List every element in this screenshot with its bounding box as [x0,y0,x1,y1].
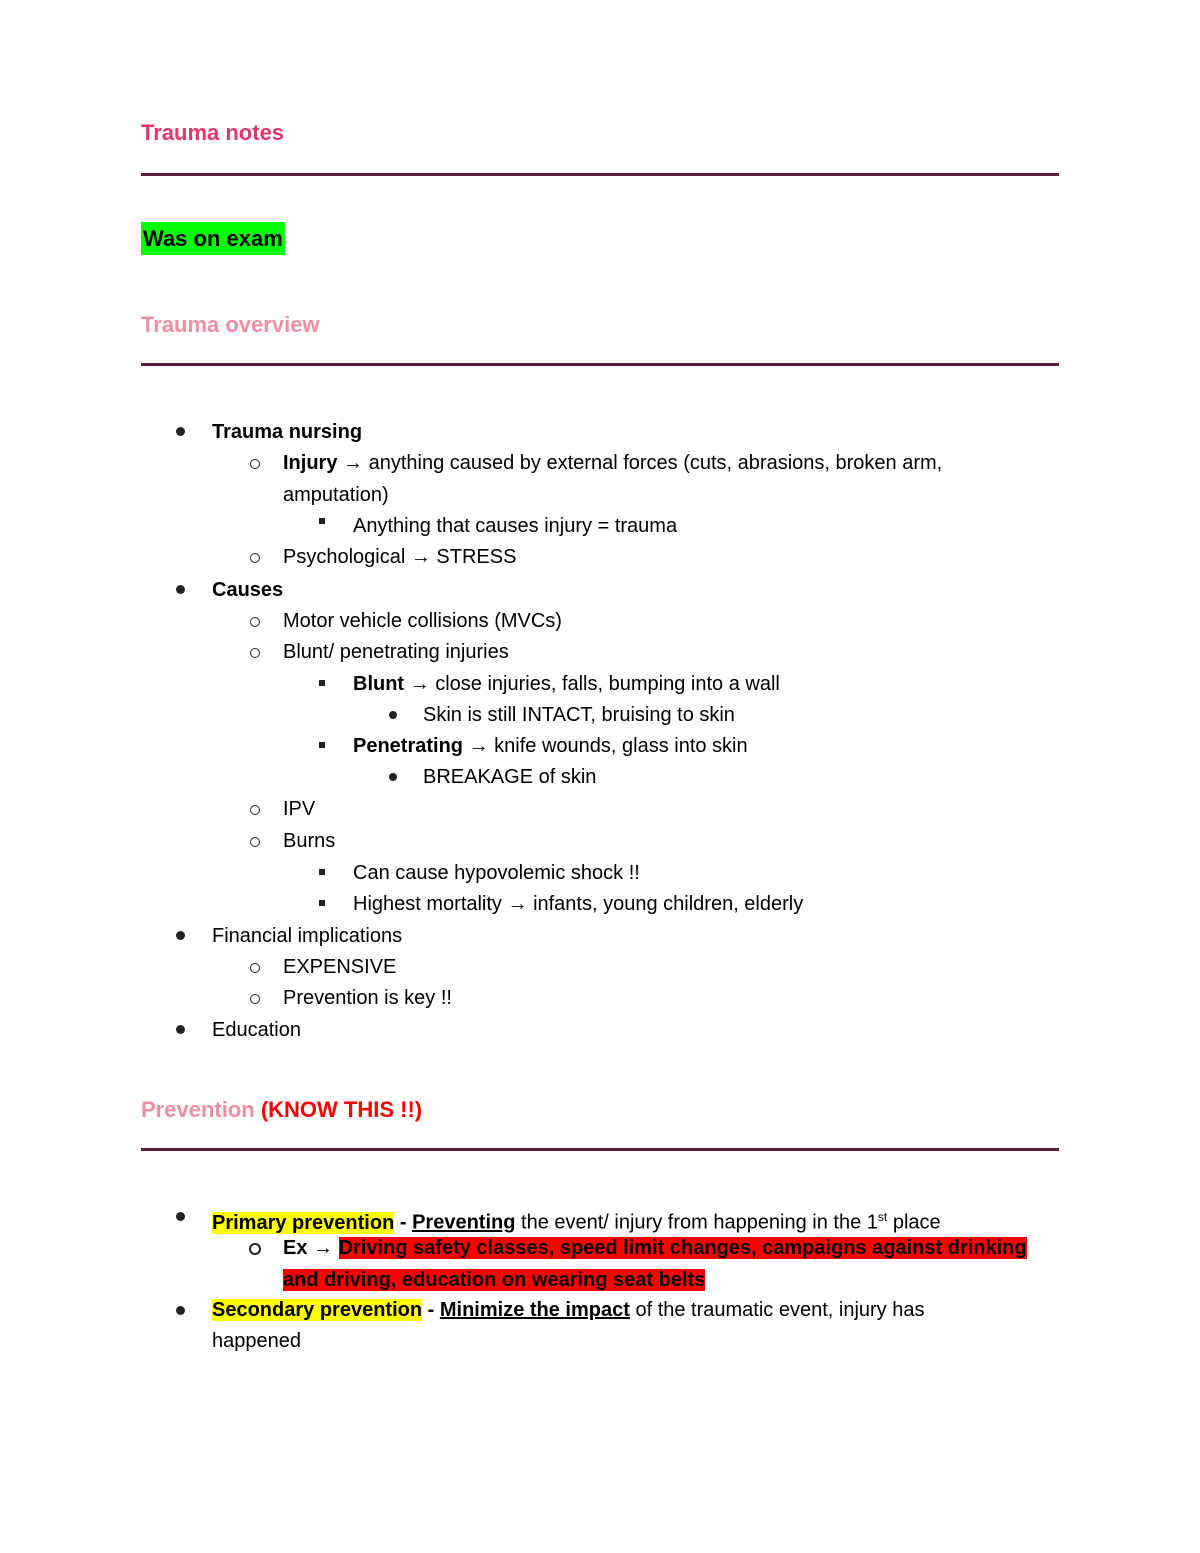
list-item-breakage: BREAKAGE of skin [423,766,597,788]
bullet-circle-icon [249,1243,261,1255]
list-item-blunt-penetrating: Blunt/ penetrating injuries [283,641,509,663]
bullet-circle-icon [250,805,260,815]
prevention-divider [141,1148,1059,1151]
list-item-mvc: Motor vehicle collisions (MVCs) [283,610,562,632]
list-item-secondary-prevention: Secondary prevention - Minimize the impact of the traumatic event, injury has [212,1299,925,1321]
bullet-dot-icon [176,1025,185,1034]
bullet-circle-icon [250,553,260,563]
bullet-circle-icon [250,963,260,973]
list-item-financial: Financial implications [212,925,403,947]
prevention-heading-note: (KNOW THIS !!) [260,1097,423,1122]
arrow-icon: → [313,1237,334,1259]
list-item-mortality: Highest mortality → infants, young children, elderly [353,893,804,915]
bullet-square-icon [319,518,325,524]
list-item-hypovolemic: Can cause hypovolemic shock !! [353,862,640,884]
list-item-ipv: IPV [283,798,316,820]
list-item-penetrating: Penetrating → knife wounds, glass into skin [353,735,748,757]
bullet-dot-icon [176,1212,185,1221]
list-item-secondary-cont: happened [212,1330,301,1352]
bullet-circle-icon [250,617,260,627]
bullet-square-icon [319,742,325,748]
exam-tag-label: Was on exam [141,222,285,255]
list-item-injury-cont: amputation) [283,484,389,506]
list-item-primary-prevention: Primary prevention - Preventing the event/ injury from happening in the 1st place [212,1210,941,1234]
list-item-blunt: Blunt → close injuries, falls, bumping into a wall [353,673,780,695]
bullet-circle-icon [250,837,260,847]
list-item-anything: Anything that causes injury = trauma [353,515,678,537]
list-item-skin-intact: Skin is still INTACT, bruising to skin [423,704,735,726]
arrow-icon: → [507,893,528,915]
list-item-injury: Injury → anything caused by external forces (cuts, abrasions, broken arm, [283,452,943,474]
list-item-trauma-nursing: Trauma nursing [212,421,363,443]
arrow-icon: → [409,673,430,695]
bullet-square-icon [319,680,325,686]
bullet-dot-icon [176,427,185,436]
list-item-burns: Burns [283,830,336,852]
prevention-heading: Prevention (KNOW THIS !!) [141,1097,423,1122]
list-item-expensive: EXPENSIVE [283,956,397,978]
exam-tag [141,226,285,252]
title-divider [141,173,1059,176]
overview-heading: Trauma overview [141,312,320,337]
list-item-psychological: Psychological → STRESS [283,546,517,568]
arrow-icon: → [343,452,364,474]
bullet-circle-icon [250,994,260,1004]
list-item-prevention-key: Prevention is key !! [283,987,452,1009]
bullet-dot-icon [176,931,185,940]
overview-divider [141,363,1059,366]
list-item-example-cont: and driving, education on wearing seat belts [283,1269,706,1291]
bullet-square-icon [319,869,325,875]
bullet-circle-icon [250,648,260,658]
bullet-square-icon [319,900,325,906]
bullet-dot-icon [389,773,397,781]
bullet-dot-icon [389,711,397,719]
bullet-circle-icon [250,459,260,469]
list-item-example: Ex → Driving safety classes, speed limit changes, campaigns against drinking [283,1237,1027,1259]
bullet-dot-icon [176,585,185,594]
arrow-icon: → [468,735,489,757]
arrow-icon: → [410,546,431,568]
list-item-causes: Causes [212,579,284,601]
list-item-education: Education [212,1019,301,1041]
bullet-dot-icon [176,1306,185,1315]
page-title: Trauma notes [141,120,285,145]
